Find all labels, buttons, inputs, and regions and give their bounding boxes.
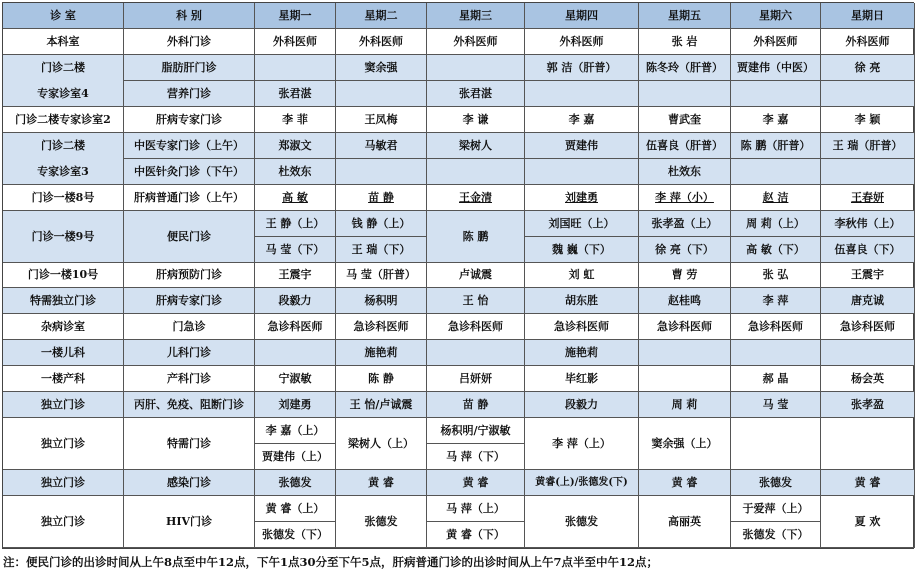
- table-cell: 马敏君: [336, 133, 427, 159]
- table-cell: [427, 340, 525, 366]
- table-cell: 陈 静: [336, 366, 427, 392]
- header-tue: 星期二: [336, 3, 427, 29]
- table-cell: 马 莹: [731, 392, 821, 418]
- table-cell: 外科医师: [255, 29, 336, 55]
- table-cell: [336, 81, 427, 107]
- table-cell: 徐 亮: [821, 55, 915, 81]
- table-cell: 急诊科医师: [821, 314, 915, 340]
- table-cell: 高 敏（下）: [731, 237, 821, 263]
- table-cell: 张德发: [255, 470, 336, 496]
- table-cell: [731, 81, 821, 107]
- table-cell: 贾建伟: [525, 133, 639, 159]
- table-cell: 杨会英: [821, 366, 915, 392]
- table-cell: 肝病专家门诊: [124, 288, 255, 314]
- table-cell: 高丽英: [639, 496, 731, 548]
- table-cell: 钱 静（上）: [336, 211, 427, 237]
- table-cell: 外科医师: [821, 29, 915, 55]
- table-cell: [427, 55, 525, 81]
- table-cell: 外科门诊: [124, 29, 255, 55]
- table-cell: 赵桂鸣: [639, 288, 731, 314]
- table-cell: 张君湛: [255, 81, 336, 107]
- table-cell: 张孝盈: [821, 392, 915, 418]
- table-cell: 张德发: [336, 496, 427, 548]
- table-cell: 马 萍（下）: [427, 444, 525, 470]
- table-cell: 李秋伟（上）: [821, 211, 915, 237]
- table-cell: [731, 418, 821, 470]
- table-cell: 周 莉（上）: [731, 211, 821, 237]
- table-cell: 王凤梅: [336, 107, 427, 133]
- table-cell: 感染门诊: [124, 470, 255, 496]
- table-cell: [821, 418, 915, 470]
- table-cell: 黄睿(上)/张德发(下): [525, 470, 639, 496]
- table-cell: 独立门诊: [3, 496, 124, 548]
- table-cell: 李 嘉: [525, 107, 639, 133]
- table-cell: 陈冬玲（肝普）: [639, 55, 731, 81]
- table-cell: 苗 静: [427, 392, 525, 418]
- table-cell: 李 嘉: [731, 107, 821, 133]
- table-cell: 急诊科医师: [731, 314, 821, 340]
- table-cell: 外科医师: [525, 29, 639, 55]
- table-cell: 门诊一楼10号: [3, 263, 124, 289]
- table-cell: 李 萍（小）: [639, 185, 731, 211]
- table-cell: 一楼产科: [3, 366, 124, 392]
- table-cell: 伍喜良（肝普）: [639, 133, 731, 159]
- table-cell: 李 萍（上）: [525, 418, 639, 470]
- table-cell: 黄 睿: [427, 470, 525, 496]
- table-cell: 王 怡: [427, 288, 525, 314]
- header-wed: 星期三: [427, 3, 525, 29]
- table-cell: 肝病预防门诊: [124, 263, 255, 289]
- table-cell: [255, 55, 336, 81]
- table-cell: 外科医师: [427, 29, 525, 55]
- table-cell: 张 弘: [731, 263, 821, 289]
- table-cell: 马 莹（肝普）: [336, 263, 427, 289]
- table-cell: [336, 159, 427, 185]
- table-cell: 门诊二楼: [3, 133, 124, 159]
- table-cell: 贾建伟（上）: [255, 444, 336, 470]
- table-cell: 专家诊室4: [3, 81, 124, 107]
- table-cell: 杂病诊室: [3, 314, 124, 340]
- table-cell: 王 怡/卢诚震: [336, 392, 427, 418]
- table-cell: 吕妍妍: [427, 366, 525, 392]
- table-cell: 毕红影: [525, 366, 639, 392]
- table-cell: 脂肪肝门诊: [124, 55, 255, 81]
- table-cell: [821, 340, 915, 366]
- table-cell: [255, 340, 336, 366]
- table-cell: 夏 欢: [821, 496, 915, 548]
- table-cell: 于爱萍（上）: [731, 496, 821, 522]
- table-cell: 张德发（下）: [255, 522, 336, 548]
- table-cell: 刘建勇: [255, 392, 336, 418]
- table-cell: 黄 睿: [821, 470, 915, 496]
- table-cell: 专家诊室3: [3, 159, 124, 185]
- table-cell: 窦余强: [336, 55, 427, 81]
- table-cell: [731, 159, 821, 185]
- table-cell: 张德发: [731, 470, 821, 496]
- table-cell: 急诊科医师: [525, 314, 639, 340]
- table-cell: 黄 睿: [336, 470, 427, 496]
- footnote: 注：便民门诊的出诊时间从上午8点至中午12点，下午1点30分至下午5点，肝病普通门诊的出诊时间从上午7点半至中午12点；: [3, 555, 659, 569]
- table-cell: 黄 睿（下）: [427, 522, 525, 548]
- table-cell: 郭 洁（肝普）: [525, 55, 639, 81]
- table-cell: [821, 159, 915, 185]
- table-cell: 李 颖: [821, 107, 915, 133]
- table-cell: 段毅力: [525, 392, 639, 418]
- table-cell: 张君湛: [427, 81, 525, 107]
- table-cell: 唐克诚: [821, 288, 915, 314]
- table-cell: 特需独立门诊: [3, 288, 124, 314]
- table-cell: 杜效东: [255, 159, 336, 185]
- header-sun: 星期日: [821, 3, 915, 29]
- table-cell: 中医专家门诊（上午）: [124, 133, 255, 159]
- table-cell: 郑淑文: [255, 133, 336, 159]
- table-cell: 刘 虹: [525, 263, 639, 289]
- table-cell: 便民门诊: [124, 211, 255, 263]
- table-cell: 马 萍（上）: [427, 496, 525, 522]
- table-cell: 李 萍: [731, 288, 821, 314]
- table-cell: 苗 静: [336, 185, 427, 211]
- table-cell: 急诊科医师: [639, 314, 731, 340]
- table-cell: 刘建勇: [525, 185, 639, 211]
- table-cell: 胡东胜: [525, 288, 639, 314]
- table-cell: 门诊一楼8号: [3, 185, 124, 211]
- table-cell: 外科医师: [731, 29, 821, 55]
- table-cell: 魏 巍（下）: [525, 237, 639, 263]
- table-cell: 伍喜良（下）: [821, 237, 915, 263]
- table-cell: 张德发: [525, 496, 639, 548]
- table-cell: 梁树人（上）: [336, 418, 427, 470]
- table-cell: 王 静（上）: [255, 211, 336, 237]
- header-room: 诊 室: [3, 3, 124, 29]
- table-cell: 施艳莉: [525, 340, 639, 366]
- table-cell: 施艳莉: [336, 340, 427, 366]
- table-cell: 陈 鹏: [427, 211, 525, 263]
- table-cell: 杨积明/宁淑敏: [427, 418, 525, 444]
- table-cell: 特需门诊: [124, 418, 255, 470]
- schedule-table: [2, 2, 914, 549]
- table-cell: [639, 366, 731, 392]
- table-cell: 丙肝、免疫、阻断门诊: [124, 392, 255, 418]
- table-cell: 刘国旺（上）: [525, 211, 639, 237]
- table-cell: 肝病普通门诊（上午）: [124, 185, 255, 211]
- table-cell: 高 敏: [255, 185, 336, 211]
- header-sat: 星期六: [731, 3, 821, 29]
- table-cell: 门诊二楼: [3, 55, 124, 81]
- table-cell: 中医针灸门诊（下午）: [124, 159, 255, 185]
- header-dept: 科 别: [124, 3, 255, 29]
- table-cell: 外科医师: [336, 29, 427, 55]
- table-cell: [639, 81, 731, 107]
- table-cell: 卢诚震: [427, 263, 525, 289]
- header-fri: 星期五: [639, 3, 731, 29]
- header-mon: 星期一: [255, 3, 336, 29]
- table-cell: 儿科门诊: [124, 340, 255, 366]
- table-cell: 段毅力: [255, 288, 336, 314]
- table-cell: 急诊科医师: [255, 314, 336, 340]
- table-cell: 曹武奎: [639, 107, 731, 133]
- table-cell: 贾建伟（中医）: [731, 55, 821, 81]
- table-cell: 一楼儿科: [3, 340, 124, 366]
- table-cell: 产科门诊: [124, 366, 255, 392]
- header-thu: 星期四: [525, 3, 639, 29]
- table-cell: 周 莉: [639, 392, 731, 418]
- table-cell: [525, 81, 639, 107]
- table-cell: 独立门诊: [3, 392, 124, 418]
- table-cell: [821, 81, 915, 107]
- table-cell: 独立门诊: [3, 418, 124, 470]
- table-cell: 黄 睿（上）: [255, 496, 336, 522]
- table-cell: 肝病专家门诊: [124, 107, 255, 133]
- table-cell: 梁树人: [427, 133, 525, 159]
- table-cell: 急诊科医师: [336, 314, 427, 340]
- table-cell: 王春妍: [821, 185, 915, 211]
- table-cell: 郝 晶: [731, 366, 821, 392]
- table-cell: 赵 洁: [731, 185, 821, 211]
- table-cell: 马 莹（下）: [255, 237, 336, 263]
- table-cell: 曹 劳: [639, 263, 731, 289]
- table-cell: 杜效东: [639, 159, 731, 185]
- table-cell: [525, 159, 639, 185]
- table-cell: 杨积明: [336, 288, 427, 314]
- table-cell: 营养门诊: [124, 81, 255, 107]
- table-cell: 黄 睿: [639, 470, 731, 496]
- table-cell: 徐 亮（下）: [639, 237, 731, 263]
- table-cell: 李 谦: [427, 107, 525, 133]
- table-cell: 门诊一楼9号: [3, 211, 124, 263]
- table-cell: 急诊科医师: [427, 314, 525, 340]
- table-cell: 王 瑞（肝普）: [821, 133, 915, 159]
- table-cell: 张德发（下）: [731, 522, 821, 548]
- table-cell: 王震宇: [821, 263, 915, 289]
- table-cell: [427, 159, 525, 185]
- table-cell: 王震宇: [255, 263, 336, 289]
- table-cell: 陈 鹏（肝普）: [731, 133, 821, 159]
- table-cell: 门诊二楼专家诊室2: [3, 107, 124, 133]
- table-cell: 张孝盈（上）: [639, 211, 731, 237]
- table-cell: 王 瑞（下）: [336, 237, 427, 263]
- table-cell: 李 菲: [255, 107, 336, 133]
- table-cell: 本科室: [3, 29, 124, 55]
- table-cell: 窦余强（上）: [639, 418, 731, 470]
- table-cell: 独立门诊: [3, 470, 124, 496]
- table-cell: [731, 340, 821, 366]
- table-cell: 李 嘉（上）: [255, 418, 336, 444]
- table-cell: 宁淑敏: [255, 366, 336, 392]
- table-cell: 张 岩: [639, 29, 731, 55]
- table-cell: HIV门诊: [124, 496, 255, 548]
- table-cell: [639, 340, 731, 366]
- table-cell: 王金清: [427, 185, 525, 211]
- table-cell: 门急诊: [124, 314, 255, 340]
